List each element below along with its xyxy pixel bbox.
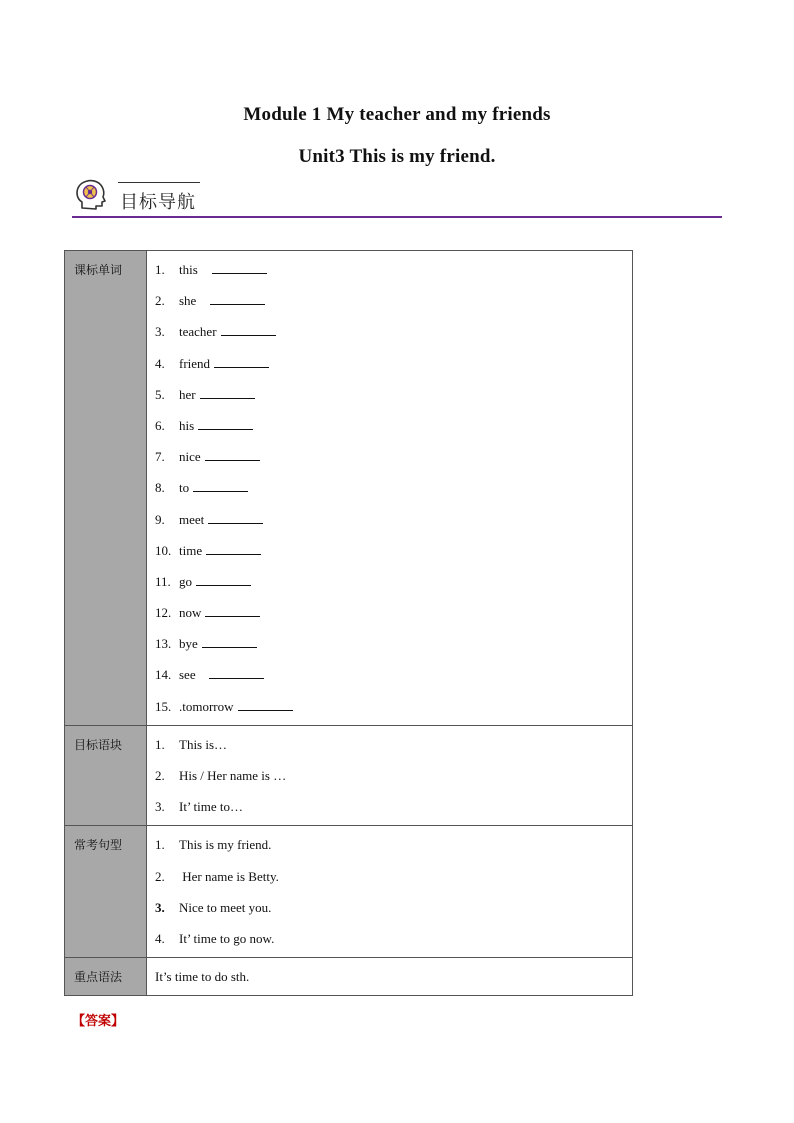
words-cell	[147, 251, 633, 726]
words-item	[155, 659, 632, 690]
sentences-item-text: Nice to meet you.	[179, 899, 272, 915]
words-item-text: .tomorrow	[179, 698, 234, 714]
answer-blank	[193, 479, 248, 492]
sentences-item-text: This is my friend.	[179, 837, 272, 853]
brain-head-icon	[74, 178, 108, 212]
section-header	[72, 176, 722, 218]
words-item-text: to	[179, 480, 190, 496]
words-item	[155, 254, 632, 285]
words-item-number: 7.	[155, 449, 165, 465]
answer-blank	[210, 292, 265, 305]
sentences-item	[155, 861, 632, 892]
words-item	[155, 441, 632, 472]
words-item	[155, 628, 632, 659]
answer-blank	[214, 355, 269, 368]
words-item-text: this	[179, 262, 208, 277]
module-title: Module 1 My teacher and my friends	[243, 104, 551, 125]
phrases-item-text: His / Her name is …	[179, 768, 287, 783]
section-label: 目标导航	[120, 192, 196, 213]
phrases-header: 目标语块	[65, 725, 147, 826]
words-item-number: 5.	[155, 386, 165, 402]
words-item	[155, 504, 632, 535]
words-item-text: she	[179, 293, 207, 309]
phrases-item-text: It’ time to…	[179, 799, 244, 815]
words-item	[155, 691, 632, 722]
sentences-list	[155, 829, 632, 954]
words-item-number: 9.	[155, 511, 165, 527]
sentences-row	[65, 826, 633, 958]
section-rule	[72, 216, 722, 218]
words-header: 课标单词	[65, 251, 147, 726]
header-accent-line	[118, 182, 200, 183]
phrases-item-number: 3.	[155, 799, 165, 815]
sentences-item-number: 3.	[155, 899, 165, 915]
answer-label: 【答案】	[72, 1014, 125, 1029]
words-row	[65, 251, 633, 726]
phrases-row	[65, 725, 633, 826]
answer-blank	[209, 666, 264, 679]
words-item-text: bye	[179, 636, 198, 652]
words-item-number: 3.	[155, 324, 165, 340]
words-item-number: 10.	[155, 542, 172, 558]
guide-table	[64, 250, 633, 996]
words-item	[155, 316, 632, 347]
sentences-item-text: It’ time to go now.	[179, 930, 275, 946]
phrases-cell	[147, 725, 633, 826]
words-item-text: his	[179, 417, 195, 433]
words-item-number: 8.	[155, 480, 165, 496]
sentences-item	[155, 923, 632, 954]
phrases-item	[155, 791, 632, 822]
words-item-number: 14.	[155, 667, 172, 683]
words-item-number: 4.	[155, 355, 165, 371]
words-item-text: go	[179, 573, 192, 589]
phrases-item-number: 2.	[155, 768, 165, 783]
sentences-item-number: 2.	[155, 868, 165, 884]
phrases-item-number: 1.	[155, 736, 165, 752]
grammar-cell	[147, 958, 633, 996]
words-item-text: her	[179, 386, 196, 402]
words-list	[155, 254, 632, 722]
words-item-number: 11.	[155, 573, 171, 589]
answer-blank	[198, 417, 253, 430]
words-item	[155, 410, 632, 441]
words-item-text: teacher	[179, 324, 217, 340]
words-item-text: friend	[179, 355, 211, 371]
words-item	[155, 566, 632, 597]
sentences-item-number: 4.	[155, 930, 165, 946]
grammar-header: 重点语法	[65, 958, 147, 996]
answer-blank	[196, 573, 251, 586]
words-item-text: now	[179, 605, 202, 621]
words-item-text: see	[179, 667, 206, 683]
words-item-number: 6.	[155, 417, 165, 433]
sentences-item	[155, 892, 632, 923]
words-item	[155, 535, 632, 566]
words-item	[155, 597, 632, 628]
grammar-row	[65, 958, 633, 996]
sentences-cell	[147, 826, 633, 958]
phrases-list	[155, 729, 632, 823]
grammar-text: It’s time to do sth.	[155, 969, 250, 985]
phrases-item	[155, 760, 632, 791]
phrases-item-text: This is…	[179, 736, 228, 752]
words-item-number: 15.	[155, 698, 172, 714]
words-item-number: 13.	[155, 636, 172, 652]
words-item-text: nice	[179, 449, 201, 465]
phrases-item	[155, 729, 632, 760]
words-item-number: 12.	[155, 605, 172, 621]
answer-blank	[221, 323, 276, 336]
answer-blank	[238, 698, 293, 711]
sentences-header: 常考句型	[65, 826, 147, 958]
answer-blank	[205, 604, 260, 617]
answer-blank	[205, 448, 260, 461]
words-item	[155, 285, 632, 316]
answer-blank	[202, 635, 257, 648]
answer-blank	[200, 386, 255, 399]
words-item-text: meet	[179, 511, 205, 527]
words-item	[155, 472, 632, 503]
words-item-text: time	[179, 542, 203, 558]
sentences-item-number: 1.	[155, 837, 165, 853]
unit-title: Unit3 This is my friend.	[298, 146, 496, 167]
words-item	[155, 379, 632, 410]
words-item	[155, 348, 632, 379]
words-item-number: 2.	[155, 293, 165, 309]
words-item-number: 1.	[155, 262, 165, 277]
answer-blank	[208, 511, 263, 524]
sentences-item	[155, 829, 632, 860]
sentences-item-text: Her name is Betty.	[179, 868, 279, 884]
answer-blank	[206, 542, 261, 555]
answer-blank	[212, 261, 267, 274]
